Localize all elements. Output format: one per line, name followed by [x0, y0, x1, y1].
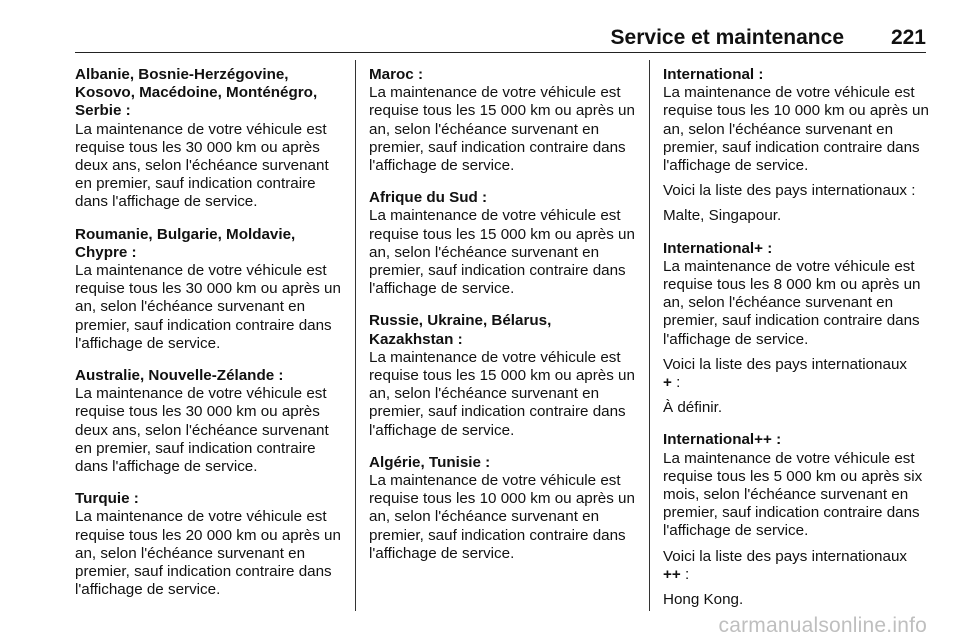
section-turquie [75, 490, 347, 599]
list-colon: : [671, 374, 681, 392]
section-algerie [369, 454, 637, 563]
section-body: La maintenance de votre véhicule est requise tous les 10 000 km ou après un an, selon l'échéance survenant en premier, sauf indication contraire dans l'affichage de service. [663, 84, 929, 175]
column-2 [369, 66, 637, 577]
section-heading: International : [663, 66, 764, 83]
section-body: La maintenance de votre véhicule est requise tous les 8 000 km ou après un an, selon l'échéance survenant en premier, sauf indication contraire dans l'affichage de service. [663, 257, 921, 348]
section-international-plus [663, 240, 929, 418]
section-heading: International+ : [663, 239, 773, 257]
section-international [663, 66, 929, 226]
section-maroc [369, 66, 637, 175]
column-3 [663, 66, 929, 623]
section-heading: Russie, Ukraine, Bélarus, Kazakhstan : [369, 312, 552, 348]
section-afrique-du-sud [369, 189, 637, 298]
country-list: Malte, Singapour. [663, 207, 782, 225]
country-list-intro-paragraph [663, 548, 929, 584]
section-heading: Algérie, Tunisie : [369, 453, 491, 471]
section-body: La maintenance de votre véhicule est requise tous les 5 000 km ou après six mois, selon l'échéance survenant en premier, sauf indication contraire dans l'affichage de service. [663, 449, 923, 540]
section-albanie-balkans [75, 66, 347, 212]
column-divider-1 [355, 60, 356, 611]
section-heading: Australie, Nouvelle-Zélande : [75, 367, 284, 385]
list-colon: : [680, 565, 690, 583]
section-australie [75, 367, 347, 476]
section-heading: Turquie : [75, 490, 139, 508]
list-symbol: + [663, 374, 672, 392]
section-heading: Maroc : [369, 66, 424, 83]
section-body: La maintenance de votre véhicule est requise tous les 30 000 km ou après deux ans, selon l'échéance survenant en premier, sauf indication contraire dans l'affichage de service. [75, 120, 329, 211]
section-body: La maintenance de votre véhicule est requise tous les 15 000 km ou après un an, selon l'échéance survenant en premier, sauf indication contraire dans l'affichage de service. [369, 348, 635, 439]
column-1 [75, 66, 347, 613]
country-list-intro: Voici la liste des pays internationaux : [663, 182, 916, 200]
country-list-intro: Voici la liste des pays internationaux [663, 355, 907, 373]
section-heading: Afrique du Sud : [369, 189, 488, 207]
section-body: La maintenance de votre véhicule est requise tous les 30 000 km ou après deux ans, selon l'échéance survenant en premier, sauf indication contraire dans l'affichage de service. [75, 385, 329, 476]
country-list-intro-paragraph [663, 356, 929, 392]
section-russie [369, 312, 637, 439]
column-divider-2 [649, 60, 650, 611]
page-number: 221 [890, 26, 926, 49]
watermark: carmanualsonline.info [718, 614, 927, 637]
section-roumanie [75, 226, 347, 353]
section-body: La maintenance de votre véhicule est requise tous les 30 000 km ou après un an, selon l'échéance survenant en premier, sauf indication contraire dans l'affichage de service. [75, 262, 341, 352]
section-body: La maintenance de votre véhicule est requise tous les 10 000 km ou après un an, selon l'échéance survenant en premier, sauf indication contraire dans l'affichage de service. [369, 472, 635, 562]
country-list-intro: Voici la liste des pays internationaux [663, 547, 907, 565]
section-body: La maintenance de votre véhicule est requise tous les 20 000 km ou après un an, selon l'échéance survenant en premier, sauf indication contraire dans l'affichage de service. [75, 508, 341, 599]
section-body: La maintenance de votre véhicule est requise tous les 15 000 km ou après un an, selon l'échéance survenant en premier, sauf indication contraire dans l'affichage de service. [369, 84, 635, 175]
section-heading: Albanie, Bosnie-Herzégovine, Kosovo, Macédoine, Monténégro, Serbie : [75, 66, 318, 120]
section-heading: International++ : [663, 431, 782, 449]
page-header [75, 26, 926, 52]
section-heading: Roumanie, Bulgarie, Moldavie, Chypre : [75, 225, 296, 261]
country-list: Hong Kong. [663, 591, 744, 609]
section-body: La maintenance de votre véhicule est requise tous les 15 000 km ou après un an, selon l'échéance survenant en premier, sauf indication contraire dans l'affichage de service. [369, 207, 635, 298]
section-international-plus-plus [663, 431, 929, 609]
list-symbol: ++ [663, 565, 681, 583]
country-list: À définir. [663, 399, 723, 417]
header-divider [75, 52, 926, 53]
page-title: Service et maintenance [610, 26, 844, 49]
